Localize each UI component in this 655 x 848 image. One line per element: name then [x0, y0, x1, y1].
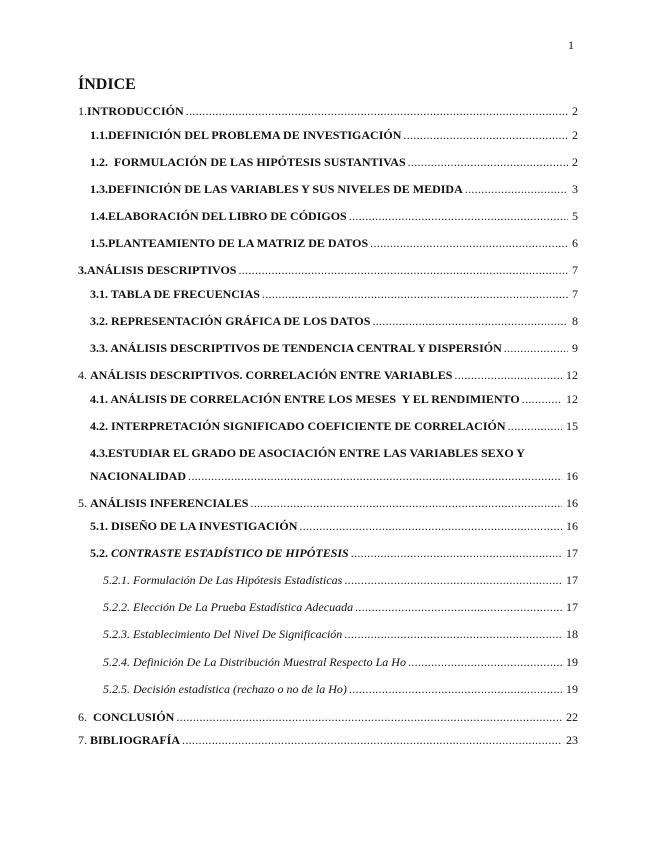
toc-entry-label: 4.2. INTERPRETACIÓN SIGNIFICADO COEFICIENTE DE CORRELACIÓN	[90, 419, 506, 433]
toc-entry-3-1[interactable]	[90, 287, 578, 301]
toc-entry-introduccion[interactable]	[78, 104, 578, 118]
dot-leader	[188, 469, 562, 483]
toc-entry-label: 5.2.4. Definición De La Distribución Muestral Respecto La Ho	[103, 655, 406, 669]
toc-entry-page: 12	[566, 368, 578, 382]
dot-leader	[182, 733, 562, 747]
toc-entry-label: 5.2.1. Formulación De Las Hipótesis Estadísticas	[103, 573, 343, 587]
toc-entry-3-2[interactable]	[90, 314, 578, 328]
toc-entry-5-2-5[interactable]	[103, 682, 578, 696]
toc-entry-page: 2	[572, 128, 578, 142]
toc-entry-7[interactable]	[78, 733, 578, 747]
toc-entry-page: 18	[566, 627, 578, 641]
toc-entry-prefix: 1.	[78, 104, 87, 118]
toc-entry-label: 1.3.DEFINICIÓN DE LAS VARIABLES Y SUS NIVELES DE MEDIDA	[90, 182, 463, 196]
toc-entry-label: 5.2.3. Establecimiento Del Nivel De Significación	[103, 627, 343, 641]
dot-leader	[454, 368, 562, 382]
dot-leader	[408, 655, 562, 669]
toc-entry-page: 2	[572, 155, 578, 169]
toc-entry-label: ANÁLISIS DESCRIPTIVOS. CORRELACIÓN ENTRE VARIABLES	[90, 368, 453, 382]
toc-entry-5-2-4[interactable]	[103, 655, 578, 669]
dot-leader	[238, 263, 568, 277]
toc-entry-4-3[interactable]	[90, 469, 578, 483]
toc-entry-prefix: 5.	[78, 496, 90, 510]
toc-entry-label: 4.3.ESTUDIAR EL GRADO DE ASOCIACIÓN ENTRE LAS VARIABLES SEXO Y	[90, 446, 525, 460]
dot-leader	[344, 627, 562, 641]
toc-entry-prefix: 6.	[78, 710, 93, 724]
toc-entry-label: 1.5.PLANTEAMIENTO DE LA MATRIZ DE DATOS	[90, 236, 369, 250]
toc-entry-label: 1.2. FORMULACIÓN DE LAS HIPÓTESIS SUSTANTIVAS	[90, 155, 406, 169]
toc-entry-1-1[interactable]	[90, 128, 578, 142]
dot-leader	[522, 392, 562, 406]
dot-leader	[508, 419, 563, 433]
dot-leader	[370, 236, 568, 250]
dot-leader	[355, 600, 562, 614]
page-number: 1	[568, 38, 574, 52]
toc-entry-1-2[interactable]	[90, 155, 578, 169]
dot-leader	[351, 546, 562, 560]
toc-entry-4-3-line1[interactable]	[90, 446, 578, 460]
dot-leader	[504, 341, 568, 355]
toc-entry-label: CONTRASTE ESTADÍSTICO DE HIPÓTESIS	[111, 546, 349, 560]
dot-leader	[344, 573, 562, 587]
toc-entry-label: BIBLIOGRAFÍA	[90, 733, 181, 747]
toc-entry-label: 1.1.DEFINICIÓN DEL PROBLEMA DE INVESTIGACIÓN	[90, 128, 402, 142]
toc-entry-label: ANÁLISIS INFERENCIALES	[90, 496, 249, 510]
toc-entry-analisis-descriptivos[interactable]	[78, 263, 578, 277]
toc-entry-5[interactable]	[78, 496, 578, 510]
toc-entry-label: NACIONALIDAD	[90, 469, 187, 483]
toc-entry-label: 5.1. DISEÑO DE LA INVESTIGACIÓN	[90, 519, 298, 533]
toc-entry-5-2-3[interactable]	[103, 627, 578, 641]
toc-entry-label: 3.1. TABLA DE FRECUENCIAS	[90, 287, 260, 301]
toc-entry-page: 19	[566, 682, 578, 696]
toc-entry-page: 2	[572, 104, 578, 118]
toc-entry-prefix: 5.2.	[90, 546, 111, 560]
dot-leader	[465, 182, 568, 196]
toc-entry-page: 17	[566, 600, 578, 614]
toc-entry-6[interactable]	[78, 710, 578, 724]
toc-entry-label: INTRODUCCIÓN	[87, 104, 184, 118]
toc-entry-5-2-1[interactable]	[103, 573, 578, 587]
toc-entry-4[interactable]	[78, 368, 578, 382]
toc-entry-label: 1.4.ELABORACIÓN DEL LIBRO DE CÓDIGOS	[90, 209, 347, 223]
toc-entry-page: 16	[566, 469, 578, 483]
toc-entry-page: 7	[572, 287, 578, 301]
toc-entry-page: 5	[572, 209, 578, 223]
dot-leader	[176, 710, 562, 724]
toc-entry-page: 3	[572, 182, 578, 196]
toc-entry-1-5[interactable]	[90, 236, 578, 250]
toc-entry-label: 3.2. REPRESENTACIÓN GRÁFICA DE LOS DATOS	[90, 314, 371, 328]
toc-entry-3-3[interactable]	[90, 341, 578, 355]
toc-entry-page: 12	[566, 392, 578, 406]
dot-leader	[186, 104, 568, 118]
dot-leader	[250, 496, 562, 510]
dot-leader	[403, 128, 568, 142]
dot-leader	[262, 287, 568, 301]
toc-entry-page: 16	[566, 519, 578, 533]
toc-entry-page: 9	[572, 341, 578, 355]
index-heading: ÍNDICE	[78, 76, 136, 93]
dot-leader	[299, 519, 562, 533]
toc-entry-page: 7	[572, 263, 578, 277]
toc-entry-label: 5.2.5. Decisión estadística (rechazo o no de la Ho)	[103, 682, 347, 696]
toc-entry-label: 3.ANÁLISIS DESCRIPTIVOS	[78, 263, 237, 277]
toc-entry-prefix: 4.	[78, 368, 90, 382]
toc-entry-page: 17	[566, 573, 578, 587]
toc-entry-page: 8	[572, 314, 578, 328]
toc-entry-page: 17	[566, 546, 578, 560]
toc-entry-prefix: 7.	[78, 733, 90, 747]
toc-entry-label: CONCLUSIÓN	[93, 710, 175, 724]
toc-entry-page: 6	[572, 236, 578, 250]
toc-entry-label: 4.1. ANÁLISIS DE CORRELACIÓN ENTRE LOS MESES Y EL RENDIMIENTO	[90, 392, 520, 406]
toc-entry-4-2[interactable]	[90, 419, 578, 433]
toc-entry-label: 5.2.2. Elección De La Prueba Estadística Adecuada	[103, 600, 354, 614]
toc-entry-page: 19	[566, 655, 578, 669]
toc-entry-page: 22	[566, 710, 578, 724]
dot-leader	[372, 314, 568, 328]
toc-entry-5-2-2[interactable]	[103, 600, 578, 614]
toc-entry-page: 16	[566, 496, 578, 510]
toc-entry-5-2[interactable]	[90, 546, 578, 560]
toc-entry-page: 15	[566, 419, 578, 433]
toc-entry-5-1[interactable]	[90, 519, 578, 533]
dot-leader	[349, 209, 568, 223]
toc-entry-label: 3.3. ANÁLISIS DESCRIPTIVOS DE TENDENCIA CENTRAL Y DISPERSIÓN	[90, 341, 502, 355]
toc-entry-1-3[interactable]	[90, 182, 578, 196]
toc-entry-4-1[interactable]	[90, 392, 578, 406]
dot-leader	[349, 682, 562, 696]
toc-entry-page: 23	[566, 733, 578, 747]
toc-entry-1-4[interactable]	[90, 209, 578, 223]
dot-leader	[408, 155, 568, 169]
